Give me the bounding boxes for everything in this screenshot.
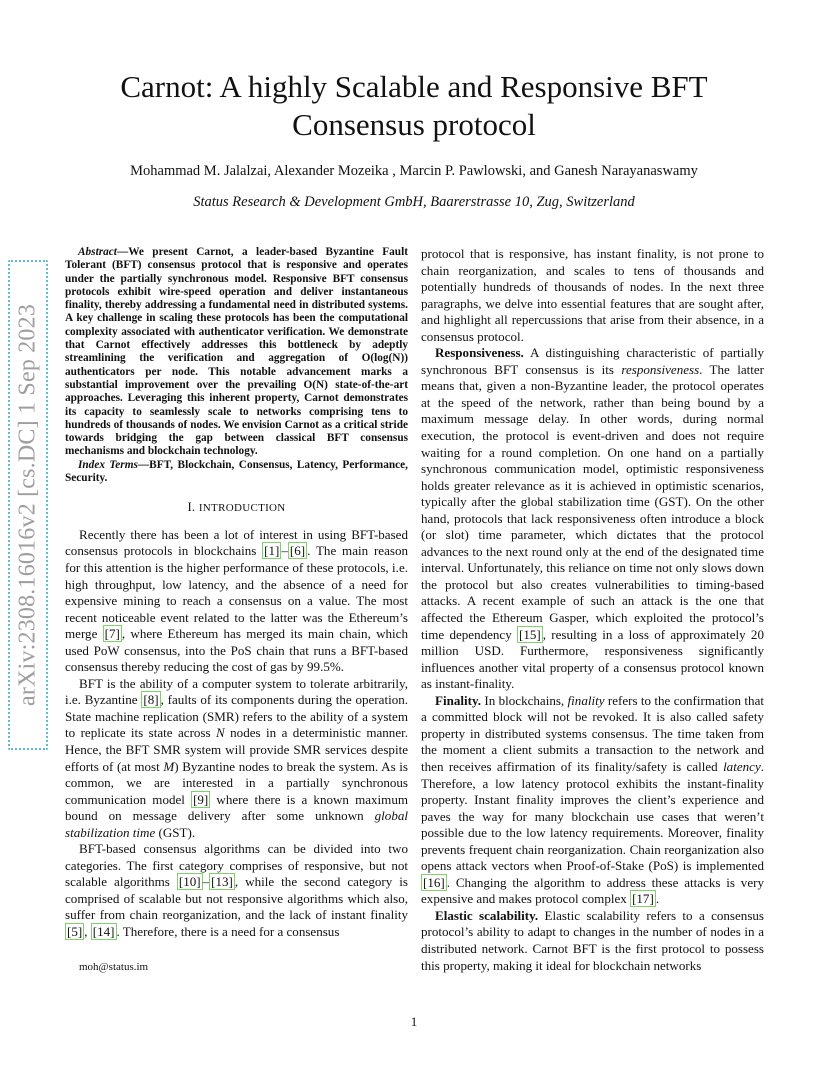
- arxiv-stamp: [8, 260, 48, 750]
- citation-link[interactable]: [15]: [519, 626, 541, 642]
- right-column: [421, 246, 764, 974]
- intro-paragraph-2: BFT is the ability of a computer system to tolerate arbitrarily, i.e. Byzantine [8] , faults of its components during the operation. State machine replication (SMR) refers to the ability of a system to replicate its state across N nodes in a deterministic manner. Hence, the BFT SMR system will provide SMR services despite efforts of (at most M) Byzantine nodes to break the system. As is common, we are interested in a partially synchronous communication model [9] where there is a known maximum bound on message delivery after some unknown global stabilization time (GST).: [65, 675, 409, 840]
- citation-link[interactable]: [14]: [92, 924, 115, 940]
- intro-paragraph-continued: protocol that is responsive, has instant finality, is not prone to chain reorganization, and scales to tens of thousands and potentially hundreds of thousands of nodes. In the next three paragraphs, we delve into essential features that are sought after, and highlight all repercussions that arise from their absence, in a consensus protocol.: [421, 246, 764, 344]
- intro-paragraph-1: Recently there has been a lot of interest in using BFT-based consensus protocols in blockchains [1] – [6] . The main reason for this attention is the higher performance of these protocols, i.e. high throughput, low latency, and the absence of a need for expensive mining to reach a consensus on a value. The most recent noticeable event related to the latter was the Ethereum’s merge [7] , where Ethereum has merged its main chain, which used PoW consensus, into the PoS chain that runs a BFT-based consensus thereby reducing the cost of gas by 99.5%.: [65, 526, 408, 675]
- finality-paragraph: Finality. In blockchains, finality refers to the confirmation that a committed block will not be revoked. It is also called safety property in distributed systems consensus. The time taken from the moment a client submits a transaction to the network and then receives affirmation of its finality/safety is called latency. Therefore, a low latency protocol exhibits the instant-finality property. Instant finality improves the client’s experience and paves the way for many blockchain use cases that weren’t possible due to the low latency requirements. Moreover, finality prevents frequent chain reorganization. Chain reorganization also opens attack vectors when Proof-of-Stake (PoS) is implemented [16] . Changing the algorithm to address these attacks is very expensive and makes protocol complex [17] .: [421, 692, 764, 907]
- section-title: INTRODUCTION: [198, 502, 286, 515]
- paper-title: [80, 68, 748, 144]
- title-line-2: Consensus protocol: [292, 107, 536, 142]
- citation-link[interactable]: [10]: [178, 874, 201, 890]
- index-terms-label: Index Terms: [78, 458, 138, 471]
- affiliation: Status Research & Development GmbH, Baarerstrasse 10, Zug, Switzerland: [193, 194, 635, 210]
- citation-link[interactable]: [7]: [104, 626, 120, 642]
- elastic-scalability-paragraph: Elastic scalability. Elastic scalability refers to a consensus protocol’s ability to adapt to changes in the number of nodes in a distributed network. Carnot BFT is the first protocol to possess this property, making it ideal for blockchain networks: [421, 907, 765, 973]
- citation-link[interactable]: [16]: [423, 874, 445, 890]
- section-heading-introduction: [65, 499, 408, 517]
- index-terms: [65, 459, 408, 486]
- citation-link[interactable]: [5]: [67, 924, 83, 940]
- abstract-label: Abstract: [78, 246, 117, 258]
- title-line-1: Carnot: A highly Scalable and Responsive BFT: [120, 69, 708, 104]
- citation-link[interactable]: [8]: [143, 692, 159, 708]
- citation-link[interactable]: [6]: [289, 543, 306, 559]
- responsiveness-paragraph: Responsiveness. A distinguishing characteristic of partially synchronous BFT consensus is its responsiveness. The latter means that, given a non-Byzantine leader, the protocol operates at the speed of the network, rather than being bound by a maximum message delay. In other words, during normal execution, the protocol is event-driven and does not require waiting for a round completion. On one hand on a partially synchronous communication model, optimistic responsiveness holds greater relevance as it is achieved in optimistic scenarios, typically after the global stabilization time (GST). On the other hand, protocols that lack responsiveness often introduce a block (or slot) time parameter, which dictates that the protocol advances to the next round only at the end of the designated time interval. Unfortunately, this reliance on time not only slows down the protocol but also creates vulnerabilities to timing-based attacks. A recent example of such an attack is the one that affected the Ethereum Gasper, which exploited the protocol’s time dependency [15] , resulting in a loss of approximately 20 million USD. Furthermore, responsiveness significantly influences another vital property of a consensus protocol known as instant-finality.: [421, 345, 765, 692]
- abstract-text: —We present Carnot, a leader-based Byzantine Fault Tolerant (BFT) consensus protocol that is responsive and operates under the partially synchronous model. Responsive BFT consensus protocols exhibit wire-speed operation and deliver instantaneous finality, thereby addressing a fundamental need in distributed systems. A key challenge in scaling these protocols has been the computational complexity associated with authenticator verification. We demonstrate that Carnot effectively addresses this bottleneck by adeptly streamlining the verification and aggregation of O(log(N)) authenticators per node. This notable advancement marks a substantial improvement over the prevailing O(N) state-of-the-art approaches. Leveraging this inherent property, Carnot demonstrates its capacity to seamlessly scale to networks comprising tens to hundreds of thousands of nodes. We envision Carnot as a critical stride towards bridging the gap between classical BFT consensus mechanisms and blockchain technology.: [65, 246, 408, 458]
- arxiv-identifier[interactable]: arXiv:2308.16016v2 [cs.DC] 1 Sep 2023: [14, 303, 41, 707]
- index-terms-text: —BFT, Blockchain, Consensus, Latency, Performance, Security.: [65, 458, 408, 485]
- abstract: [65, 246, 408, 459]
- section-number: I.: [187, 500, 199, 515]
- left-column: [65, 246, 408, 941]
- citation-link[interactable]: [1]: [264, 543, 280, 559]
- author-list: Mohammad M. Jalalzai, Alexander Mozeika , Marcin P. Pawlowski, and Ganesh Narayanaswamy: [130, 163, 698, 179]
- intro-paragraph-3: BFT-based consensus algorithms can be divided into two categories. The first category comprises of responsive, but not scalable algorithms [10] – [13] , while the second category is comprised of scalable but not responsive algorithms which also, suffer from chain reorganization, and the lack of instant finality [5] , [14] . Therefore, there is a need for a consensus: [65, 841, 409, 940]
- footnote-email: moh@status.im: [79, 961, 149, 973]
- citation-link[interactable]: [9]: [193, 791, 209, 807]
- run-in-heading: Finality.: [435, 692, 482, 708]
- run-in-heading: Elastic scalability.: [435, 907, 539, 923]
- citation-link[interactable]: [13]: [211, 874, 233, 890]
- run-in-heading: Responsiveness.: [435, 345, 524, 361]
- citation-link[interactable]: [17]: [632, 891, 654, 907]
- page-number: 1: [410, 1014, 418, 1029]
